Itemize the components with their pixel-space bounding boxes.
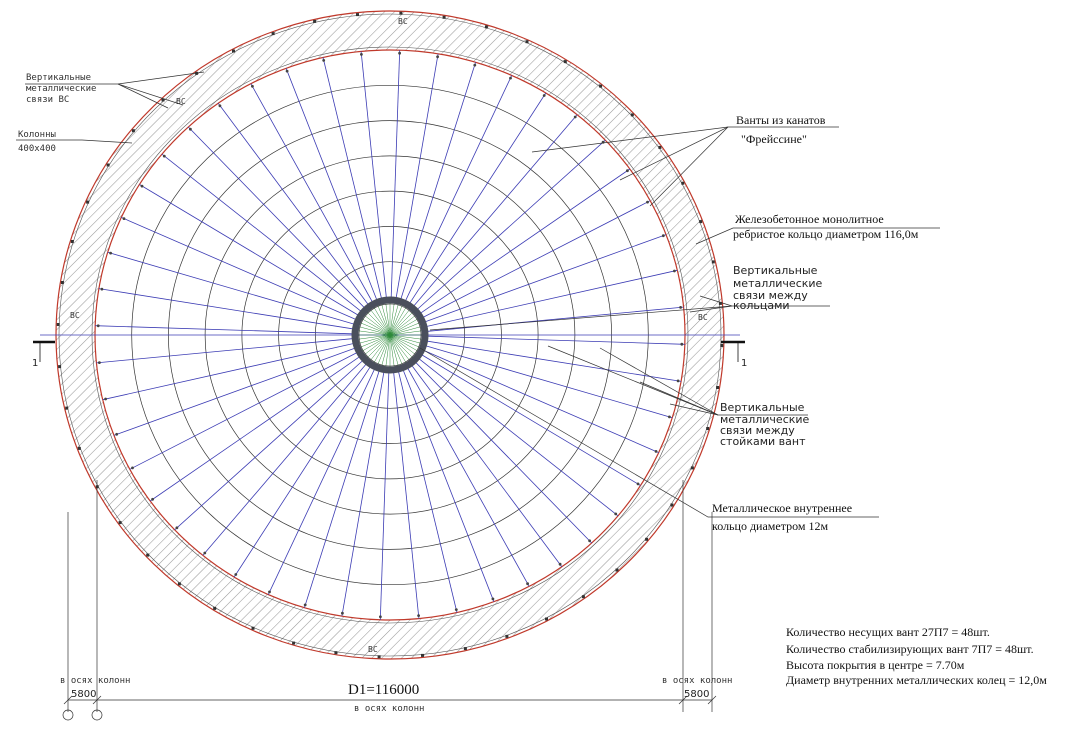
cable-2 — [428, 341, 682, 381]
cable-post-5 — [637, 483, 640, 486]
cable-47 — [427, 270, 677, 326]
column-12 — [421, 654, 424, 657]
cable-post-40 — [509, 77, 512, 80]
column-47 — [712, 260, 715, 263]
column-37 — [399, 12, 402, 15]
brace-tag-top: ВС — [398, 17, 408, 26]
cable-18 — [203, 364, 366, 555]
svg-text:связи между: связи между — [720, 424, 795, 437]
column-8 — [582, 595, 585, 598]
cable-post-12 — [417, 614, 420, 617]
hub-spoke-3 — [390, 335, 421, 343]
cable-post-16 — [268, 591, 271, 594]
svg-text:Колонны: Колонны — [18, 130, 56, 140]
column-5 — [670, 504, 673, 507]
svg-text:Вертикальные: Вертикальные — [720, 401, 805, 414]
concrete-ring-annotation — [733, 212, 919, 241]
cable-post-41 — [543, 94, 546, 97]
cable-post-48 — [679, 306, 682, 309]
column-40 — [526, 40, 529, 43]
hub-spoke-27 — [359, 327, 390, 335]
hub-spoke-15 — [382, 335, 390, 366]
cable-post-17 — [234, 573, 237, 576]
cable-post-20 — [151, 498, 154, 501]
column-15 — [292, 642, 295, 645]
cable-post-42 — [574, 116, 577, 119]
hub-spoke-35 — [382, 304, 390, 335]
column-7 — [616, 569, 619, 572]
svg-text:ребристое кольцо диаметром 116: ребристое кольцо диаметром 116,0м — [733, 227, 919, 241]
cable-19 — [175, 361, 363, 530]
cable-23 — [103, 344, 353, 400]
cable-45 — [424, 201, 651, 317]
cable-39 — [401, 62, 476, 298]
cable-14 — [342, 373, 384, 617]
cable-37 — [391, 50, 400, 297]
cable-post-46 — [662, 234, 665, 237]
cable-22 — [114, 348, 355, 435]
cable-post-10 — [492, 598, 495, 601]
section-mark-right — [721, 342, 747, 369]
column-18 — [178, 582, 181, 585]
braces-between-rings-annotation — [733, 264, 823, 312]
column-20 — [119, 521, 122, 524]
cable-46 — [426, 235, 666, 322]
cable-post-22 — [115, 433, 118, 436]
brace-tag-upper-left: ВС — [176, 97, 186, 106]
cable-post-3 — [668, 416, 671, 419]
cable-post-33 — [251, 85, 254, 88]
column-41 — [564, 60, 567, 63]
cable-25 — [95, 326, 352, 334]
brace-tag-bottom: ВС — [368, 645, 378, 654]
column-27 — [71, 240, 74, 243]
column-11 — [464, 647, 467, 650]
column-13 — [378, 655, 381, 658]
cable-21 — [130, 353, 357, 469]
cable-34 — [286, 68, 377, 299]
cable-31 — [188, 127, 364, 307]
cable-33 — [251, 84, 372, 302]
cable-post-34 — [286, 70, 289, 73]
section-mark-right-label: 1 — [741, 358, 748, 369]
specification-notes — [786, 625, 1047, 687]
spec-note-4: Диаметр внутренних металлических колец = 12,0м — [786, 673, 1047, 687]
cable-post-14 — [341, 612, 344, 615]
column-44 — [658, 146, 661, 149]
column-46 — [699, 220, 702, 223]
column-33 — [232, 50, 235, 53]
axis-caption: в осях колонн — [354, 704, 425, 714]
cable-post-27 — [109, 252, 112, 255]
column-16 — [252, 627, 255, 630]
svg-text:Вертикальные: Вертикальные — [26, 73, 92, 83]
spec-note-3: Высота покрытия в центре = 7.70м — [786, 658, 965, 672]
cable-post-25 — [97, 324, 100, 327]
cable-post-23 — [104, 398, 107, 401]
cable-post-13 — [379, 615, 382, 618]
column-26 — [61, 281, 64, 284]
column-17 — [213, 607, 216, 610]
cable-6 — [419, 359, 618, 516]
column-25 — [57, 323, 60, 326]
right-offset-dimension: 5800 — [684, 689, 710, 700]
cable-12 — [394, 373, 419, 619]
cable-post-39 — [473, 64, 476, 67]
svg-text:Металлическое внутреннее: Металлическое внутреннее — [712, 501, 853, 515]
column-35 — [313, 20, 316, 23]
cable-post-6 — [614, 513, 617, 516]
cable-post-18 — [203, 552, 206, 555]
cable-post-31 — [189, 128, 192, 131]
svg-text:400х400: 400х400 — [18, 144, 56, 154]
cable-post-11 — [455, 608, 458, 611]
cable-post-45 — [646, 201, 649, 204]
column-2 — [716, 386, 719, 389]
cable-15 — [304, 371, 379, 607]
svg-text:металлические: металлические — [720, 413, 810, 426]
left-axis-caption: в осях колонн — [60, 676, 131, 686]
cable-36 — [361, 51, 386, 297]
column-34 — [272, 32, 275, 35]
cable-post-37 — [398, 52, 401, 55]
svg-text:Ванты из канатов: Ванты из канатов — [736, 113, 826, 127]
svg-text:Вертикальные: Вертикальные — [733, 264, 818, 277]
cable-post-29 — [141, 185, 144, 188]
cable-post-26 — [101, 288, 104, 291]
brace-tag-left: ВС — [70, 311, 80, 320]
column-22 — [78, 447, 81, 450]
cable-13 — [380, 373, 389, 620]
column-19 — [146, 554, 149, 557]
cable-32 — [218, 103, 368, 304]
column-38 — [443, 16, 446, 19]
svg-text:стойками вант: стойками вант — [720, 435, 806, 448]
cable-post-32 — [219, 104, 222, 107]
columns-annotation — [18, 130, 56, 154]
cable-post-36 — [360, 53, 363, 56]
column-6 — [645, 538, 648, 541]
cable-post-19 — [176, 526, 179, 529]
hub-spoke-39 — [390, 304, 398, 335]
column-3 — [706, 427, 709, 430]
cable-post-44 — [626, 169, 629, 172]
cable-10 — [403, 371, 494, 602]
cable-7 — [416, 363, 592, 543]
cable-20 — [150, 357, 359, 501]
cable-35 — [323, 57, 381, 298]
column-14 — [334, 651, 337, 654]
cable-44 — [421, 169, 630, 313]
column-39 — [485, 25, 488, 28]
cable-post-24 — [98, 361, 101, 364]
braces-between-posts-annotation — [720, 401, 810, 448]
cable-post-35 — [322, 59, 325, 62]
cable-1 — [428, 336, 685, 344]
svg-text:"Фрейссине": "Фрейссине" — [741, 132, 807, 146]
svg-text:Железобетонное монолитное: Железобетонное монолитное — [735, 212, 884, 226]
cable-post-38 — [436, 55, 439, 58]
cable-post-21 — [131, 467, 134, 470]
cable-post-4 — [655, 450, 658, 453]
cable-post-8 — [559, 563, 562, 566]
column-10 — [505, 635, 508, 638]
column-42 — [599, 85, 602, 88]
cable-post-9 — [526, 582, 529, 585]
diameter-dimension: D1=116000 — [348, 682, 420, 698]
cable-post-47 — [673, 270, 676, 273]
cable-48 — [428, 307, 684, 331]
cable-post-28 — [123, 217, 126, 220]
spec-note-2: Количество стабилизирующих вант 7П7 = 48шт. — [786, 642, 1034, 656]
column-23 — [65, 407, 68, 410]
cable-42 — [414, 115, 577, 306]
column-43 — [631, 113, 634, 116]
cable-11 — [399, 372, 457, 613]
cable-43 — [418, 140, 606, 309]
hub-spoke-11 — [390, 335, 398, 366]
hub-spoke-23 — [359, 335, 390, 343]
left-offset-dimension: 5800 — [71, 689, 97, 700]
svg-text:связи между: связи между — [733, 289, 808, 302]
column-28 — [86, 201, 89, 204]
column-24 — [58, 365, 61, 368]
column-36 — [356, 13, 359, 16]
cable-post-15 — [304, 604, 307, 607]
spec-note-1: Количество несущих вант 27П7 = 48шт. — [786, 625, 990, 639]
cable-27 — [108, 252, 354, 324]
brace-tag-right: ВС — [698, 313, 708, 322]
svg-text:кольцами: кольцами — [733, 299, 790, 312]
column-1 — [720, 344, 723, 347]
column-4 — [691, 466, 694, 469]
cable-post-30 — [163, 155, 166, 158]
section-mark-left-label: 1 — [32, 358, 39, 369]
svg-text:металлические: металлические — [733, 277, 823, 290]
hub-spoke-47 — [390, 327, 421, 335]
svg-text:связи ВС: связи ВС — [26, 95, 70, 105]
vertical-braces-annotation — [26, 73, 96, 105]
svg-text:металлические: металлические — [26, 84, 97, 94]
cable-post-7 — [588, 539, 591, 542]
column-45 — [681, 182, 684, 185]
cable-8 — [412, 366, 562, 567]
svg-text:кольцо диаметром 12м: кольцо диаметром 12м — [712, 519, 829, 533]
cable-26 — [99, 289, 353, 329]
cable-38 — [396, 54, 438, 298]
cable-post-2 — [677, 380, 680, 383]
section-mark-left — [32, 342, 55, 369]
column-29 — [107, 164, 110, 167]
column-9 — [545, 618, 548, 621]
cables-annotation — [736, 113, 826, 146]
column-30 — [132, 129, 135, 132]
cable-30 — [162, 154, 361, 311]
cable-24 — [96, 339, 352, 363]
right-axis-caption: в осях колонн — [662, 676, 733, 686]
cable-post-1 — [680, 343, 683, 346]
